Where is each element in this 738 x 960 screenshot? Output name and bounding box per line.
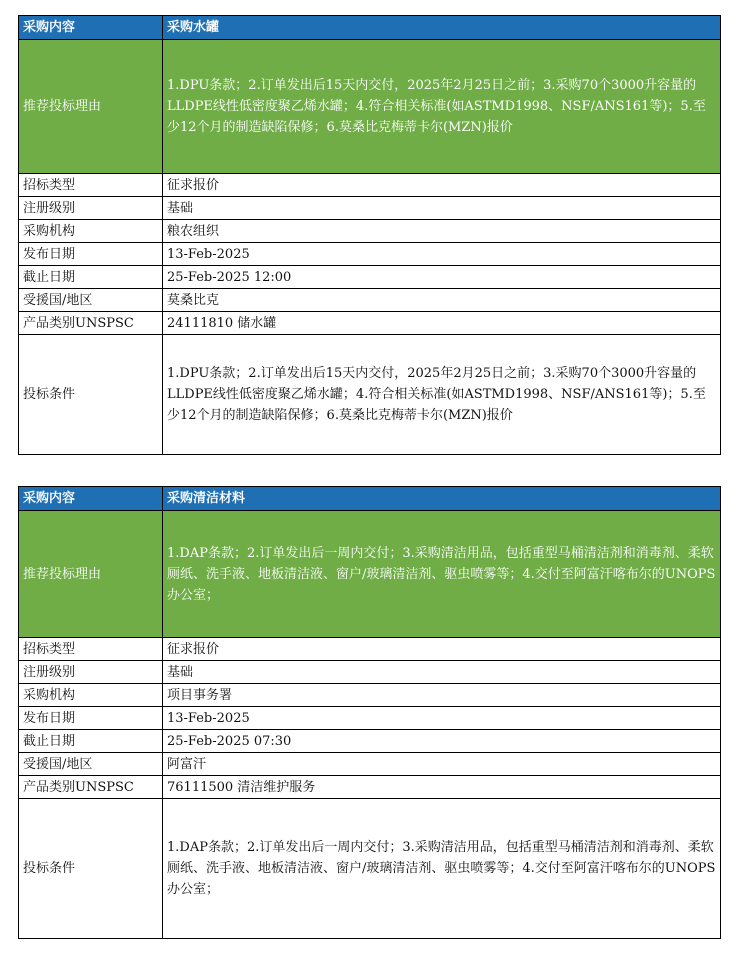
row-label: 采购机构 xyxy=(19,684,163,707)
row-label: 截止日期 xyxy=(19,730,163,753)
row-value: 76111500 清洁维护服务 xyxy=(163,776,721,799)
table-header-row xyxy=(19,16,721,40)
row-label: 产品类别UNSPSC xyxy=(19,776,163,799)
conditions-value: 1.DPU条款；2.订单发出后15天内交付，2025年2月25日之前；3.采购70个3000升容量的LLDPE线性低密度聚乙烯水罐；4.符合相关标准(如ASTMD1998、NSF/ANS161等)；5.至少12个月的制造缺陷保修；6.莫桑比克梅蒂卡尔(MZN)报价 xyxy=(163,335,721,455)
header-value: 采购清洁材料 xyxy=(163,487,721,511)
header-value: 采购水罐 xyxy=(163,16,721,40)
table-row xyxy=(19,707,721,730)
table-row xyxy=(19,753,721,776)
row-label: 受援国/地区 xyxy=(19,753,163,776)
row-value: 基础 xyxy=(163,197,721,220)
table-row xyxy=(19,312,721,335)
table-row xyxy=(19,776,721,799)
row-label: 截止日期 xyxy=(19,266,163,289)
header-label: 采购内容 xyxy=(19,487,163,511)
row-value: 征求报价 xyxy=(163,638,721,661)
table-row xyxy=(19,661,721,684)
conditions-value: 1.DAP条款；2.订单发出后一周内交付；3.采购清洁用品，包括重型马桶清洁剂和消毒剂、柔软厕纸、洗手液、地板清洁液、窗户/玻璃清洁剂、驱虫喷雾等；4.交付至阿富汗喀布尔的UNOPS办公室； xyxy=(163,799,721,939)
conditions-label: 投标条件 xyxy=(19,335,163,455)
row-label: 注册级别 xyxy=(19,197,163,220)
row-value: 25-Feb-2025 12:00 xyxy=(163,266,721,289)
procurement-table-cleaning-materials xyxy=(18,486,721,939)
row-value: 征求报价 xyxy=(163,174,721,197)
reason-value: 1.DPU条款；2.订单发出后15天内交付，2025年2月25日之前；3.采购70个3000升容量的LLDPE线性低密度聚乙烯水罐；4.符合相关标准(如ASTMD1998、NSF/ANS161等)；5.至少12个月的制造缺陷保修；6.莫桑比克梅蒂卡尔(MZN)报价 xyxy=(163,40,721,174)
table-header-row xyxy=(19,487,721,511)
row-label: 受援国/地区 xyxy=(19,289,163,312)
row-label: 招标类型 xyxy=(19,638,163,661)
table-row xyxy=(19,243,721,266)
table-row xyxy=(19,266,721,289)
row-value: 粮农组织 xyxy=(163,220,721,243)
row-label: 产品类别UNSPSC xyxy=(19,312,163,335)
reason-value: 1.DAP条款；2.订单发出后一周内交付；3.采购清洁用品，包括重型马桶清洁剂和消毒剂、柔软厕纸、洗手液、地板清洁液、窗户/玻璃清洁剂、驱虫喷雾等；4.交付至阿富汗喀布尔的UNOPS办公室； xyxy=(163,511,721,638)
header-label: 采购内容 xyxy=(19,16,163,40)
row-value: 24111810 储水罐 xyxy=(163,312,721,335)
table-row xyxy=(19,220,721,243)
conditions-label: 投标条件 xyxy=(19,799,163,939)
row-label: 采购机构 xyxy=(19,220,163,243)
table-row xyxy=(19,289,721,312)
table-row xyxy=(19,638,721,661)
reason-row xyxy=(19,511,721,638)
row-value: 13-Feb-2025 xyxy=(163,707,721,730)
reason-label: 推荐投标理由 xyxy=(19,511,163,638)
table-row xyxy=(19,197,721,220)
procurement-table-water-tanks xyxy=(18,15,721,455)
conditions-row xyxy=(19,335,721,455)
row-value: 基础 xyxy=(163,661,721,684)
row-value: 阿富汗 xyxy=(163,753,721,776)
row-value: 13-Feb-2025 xyxy=(163,243,721,266)
table-row xyxy=(19,684,721,707)
table-row xyxy=(19,730,721,753)
table-row xyxy=(19,174,721,197)
row-label: 发布日期 xyxy=(19,707,163,730)
reason-row xyxy=(19,40,721,174)
row-label: 注册级别 xyxy=(19,661,163,684)
row-label: 招标类型 xyxy=(19,174,163,197)
row-value: 莫桑比克 xyxy=(163,289,721,312)
row-label: 发布日期 xyxy=(19,243,163,266)
row-value: 项目事务署 xyxy=(163,684,721,707)
conditions-row xyxy=(19,799,721,939)
reason-label: 推荐投标理由 xyxy=(19,40,163,174)
row-value: 25-Feb-2025 07:30 xyxy=(163,730,721,753)
